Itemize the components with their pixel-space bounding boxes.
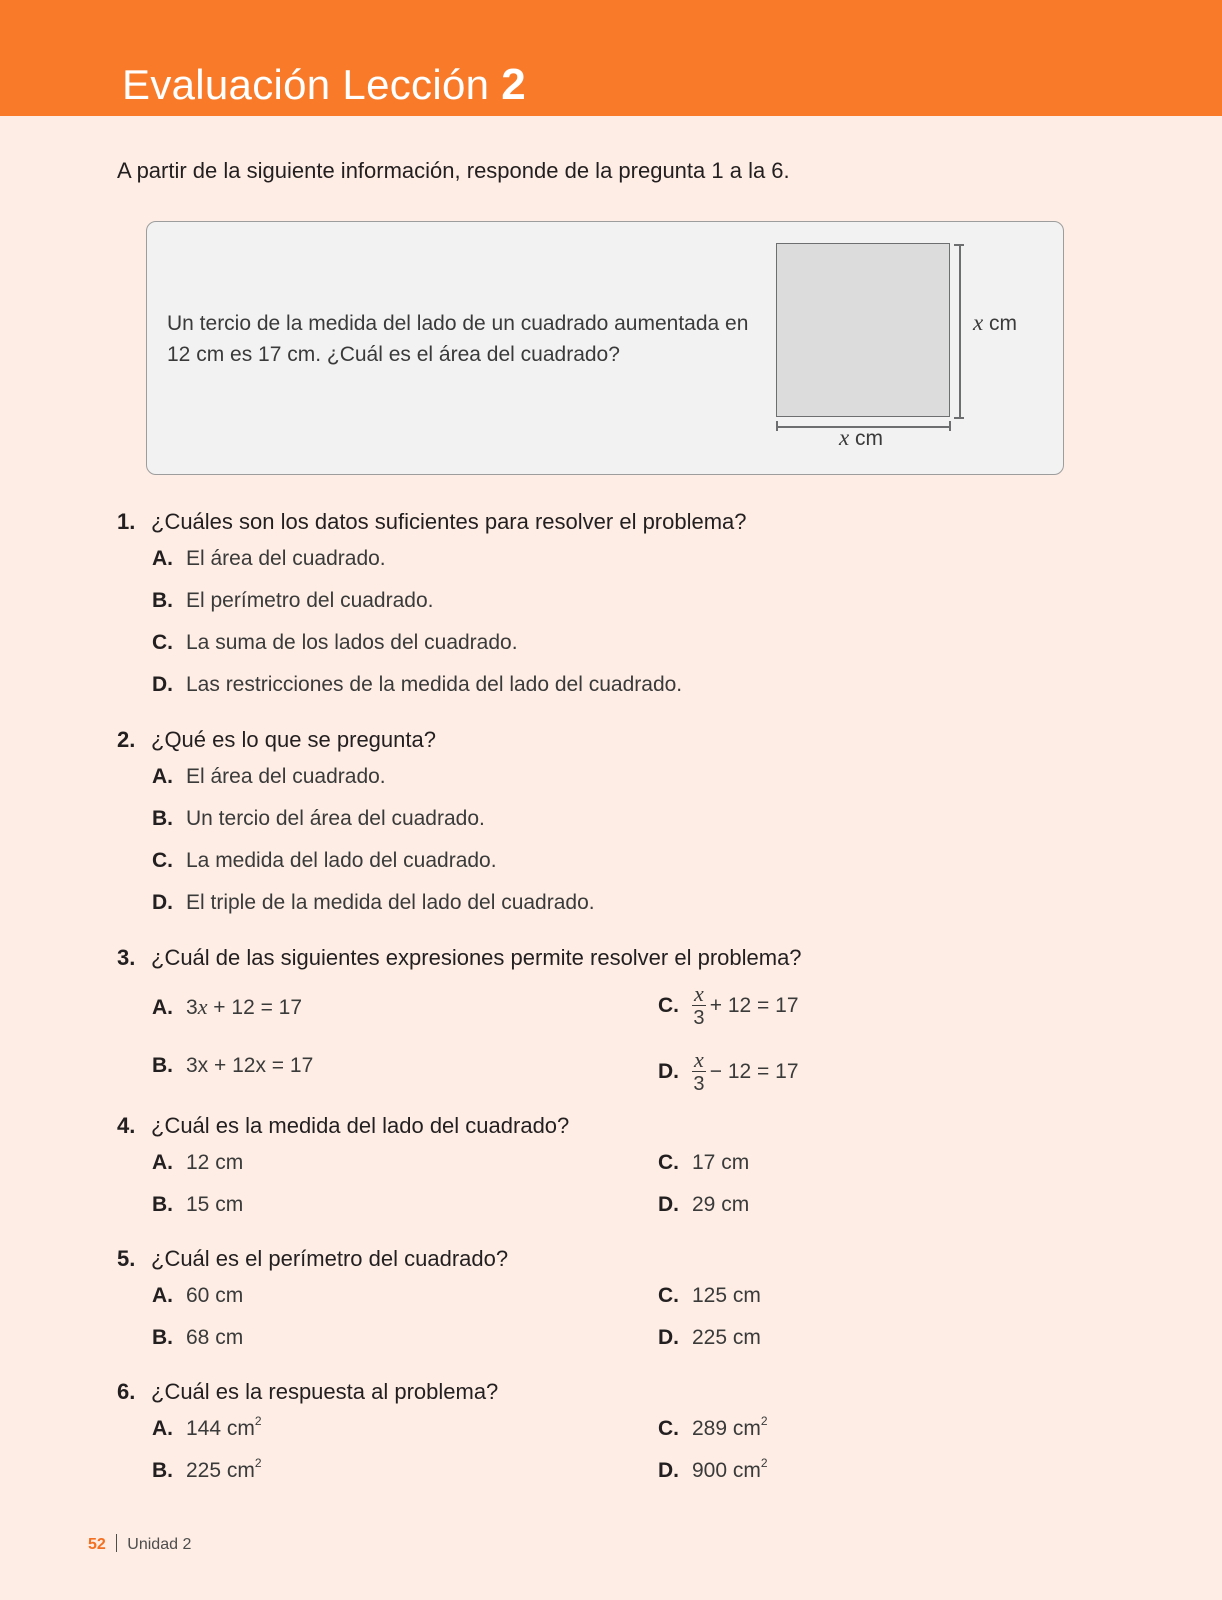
page-footer [88, 1536, 191, 1554]
expression-rest: − 12 = 17 [709, 1060, 799, 1084]
option-4c[interactable] [658, 1151, 749, 1175]
option-letter: D. [152, 891, 173, 914]
fraction-numerator: x [694, 981, 704, 1006]
option-letter: D. [152, 673, 173, 696]
option-5d[interactable] [658, 1326, 761, 1350]
option-text: Las restricciones de la medida del lado del cuadrado. [186, 673, 683, 696]
question-1 [117, 509, 747, 535]
option-6b[interactable] [152, 1456, 262, 1483]
question-text: ¿Cuál es la respuesta al problema? [151, 1379, 499, 1404]
option-text: Un tercio del área del cuadrado. [186, 807, 485, 830]
fraction [692, 983, 706, 1030]
option-2c[interactable] [152, 849, 497, 873]
side-label-bottom [839, 425, 883, 451]
question-number: 1. [117, 509, 136, 534]
problem-box [146, 221, 1064, 475]
option-letter: A. [152, 996, 173, 1019]
option-letter: C. [152, 849, 173, 872]
option-6a[interactable] [152, 1414, 262, 1441]
problem-text: Un tercio de la medida del lado de un cuadrado aumentada en 12 cm es 17 cm. ¿Cuál es el área del cuadrado? [167, 312, 749, 366]
option-text: 900 cm [692, 1459, 761, 1482]
option-2d[interactable] [152, 891, 595, 915]
option-5b[interactable] [152, 1326, 243, 1350]
option-letter: D. [658, 1326, 679, 1349]
title-text: Evaluación Lección [122, 61, 490, 108]
option-text: 144 cm [186, 1417, 255, 1440]
option-letter: A. [152, 547, 173, 570]
page-title [122, 60, 526, 110]
option-text: 15 cm [186, 1193, 244, 1216]
expression-rest: + 12 = 17 [207, 996, 303, 1019]
option-text: El triple de la medida del lado del cuadrado. [186, 891, 595, 914]
option-3a[interactable] [152, 994, 302, 1020]
intro-text: A partir de la siguiente información, responde de la pregunta 1 a la 6. [117, 158, 790, 183]
option-4b[interactable] [152, 1193, 243, 1217]
option-letter: B. [152, 1459, 173, 1482]
option-1b[interactable] [152, 589, 433, 613]
superscript: 2 [254, 1456, 262, 1470]
option-letter: D. [658, 1193, 679, 1216]
fraction-numerator: x [694, 1047, 704, 1072]
option-letter: B. [152, 807, 173, 830]
option-1d[interactable] [152, 673, 682, 697]
question-text: ¿Cuál es el perímetro del cuadrado? [151, 1246, 509, 1271]
side-label-right [973, 310, 1017, 336]
option-letter: C. [152, 631, 173, 654]
side-unit: cm [849, 427, 884, 450]
expression-coefficient: 3 [186, 996, 198, 1019]
question-text: ¿Qué es lo que se pregunta? [151, 727, 436, 752]
option-letter: B. [152, 1193, 173, 1216]
question-6 [117, 1379, 498, 1405]
option-letter: C. [658, 1417, 679, 1440]
question-5 [117, 1246, 508, 1272]
expression-variable: x [197, 994, 208, 1019]
option-text: 12 cm [186, 1151, 244, 1174]
question-text: ¿Cuál es la medida del lado del cuadrado? [151, 1113, 570, 1138]
dimension-tick [954, 417, 964, 419]
option-letter: B. [152, 1054, 173, 1077]
option-letter: C. [658, 994, 679, 1018]
option-text: La medida del lado del cuadrado. [186, 849, 497, 872]
option-text: 3x + 12x = 17 [186, 1054, 314, 1077]
option-6d[interactable] [658, 1456, 768, 1483]
option-text: 225 cm [692, 1326, 761, 1349]
option-2a[interactable] [152, 765, 386, 789]
option-3d[interactable] [658, 1049, 799, 1096]
dimension-tick [949, 421, 951, 431]
dimension-line-vertical [959, 244, 961, 418]
expression-rest: + 12 = 17 [709, 994, 799, 1018]
side-unit: cm [983, 312, 1018, 335]
dimension-tick [954, 244, 964, 246]
option-text: 225 cm [186, 1459, 255, 1482]
option-6c[interactable] [658, 1414, 768, 1441]
square-figure [776, 243, 950, 417]
option-text: 60 cm [186, 1284, 244, 1307]
question-4 [117, 1113, 569, 1139]
option-1c[interactable] [152, 631, 518, 655]
question-number: 3. [117, 945, 136, 970]
title-number: 2 [501, 60, 527, 109]
option-text: 289 cm [692, 1417, 761, 1440]
option-text: 125 cm [692, 1284, 761, 1307]
option-2b[interactable] [152, 807, 485, 831]
option-letter: C. [658, 1284, 679, 1307]
option-4d[interactable] [658, 1193, 749, 1217]
question-number: 2. [117, 727, 136, 752]
question-text: ¿Cuál de las siguientes expresiones permite resolver el problema? [151, 945, 802, 970]
page-number: 52 [88, 1536, 106, 1554]
fraction-denominator: 3 [693, 1007, 705, 1029]
side-variable: x [839, 425, 850, 450]
dimension-tick [776, 421, 778, 431]
option-letter: D. [658, 1459, 679, 1482]
option-text: 29 cm [692, 1193, 750, 1216]
option-letter: B. [152, 1326, 173, 1349]
option-letter: D. [658, 1060, 679, 1084]
option-3c[interactable] [658, 983, 799, 1030]
option-text: El área del cuadrado. [186, 547, 386, 570]
option-letter: A. [152, 1284, 173, 1307]
option-3b[interactable] [152, 1054, 313, 1078]
fraction-denominator: 3 [693, 1073, 705, 1095]
option-text: La suma de los lados del cuadrado. [186, 631, 518, 654]
superscript: 2 [760, 1456, 768, 1470]
question-number: 6. [117, 1379, 136, 1404]
option-letter: A. [152, 1417, 173, 1440]
superscript: 2 [760, 1414, 768, 1428]
option-letter: C. [658, 1151, 679, 1174]
option-text: 68 cm [186, 1326, 244, 1349]
question-text: ¿Cuáles son los datos suficientes para resolver el problema? [151, 509, 747, 534]
option-text: El área del cuadrado. [186, 765, 386, 788]
option-letter: A. [152, 765, 173, 788]
option-5c[interactable] [658, 1284, 761, 1308]
option-4a[interactable] [152, 1151, 243, 1175]
unit-label: Unidad 2 [127, 1536, 192, 1554]
question-number: 5. [117, 1246, 136, 1271]
footer-divider [116, 1534, 118, 1552]
option-1a[interactable] [152, 547, 386, 571]
question-3 [117, 945, 802, 971]
option-text: El perímetro del cuadrado. [186, 589, 434, 612]
option-text: 17 cm [692, 1151, 750, 1174]
option-letter: A. [152, 1151, 173, 1174]
side-variable: x [973, 310, 984, 335]
fraction [692, 1049, 706, 1096]
question-2 [117, 727, 436, 753]
question-number: 4. [117, 1113, 136, 1138]
superscript: 2 [254, 1414, 262, 1428]
option-letter: B. [152, 589, 173, 612]
option-5a[interactable] [152, 1284, 243, 1308]
